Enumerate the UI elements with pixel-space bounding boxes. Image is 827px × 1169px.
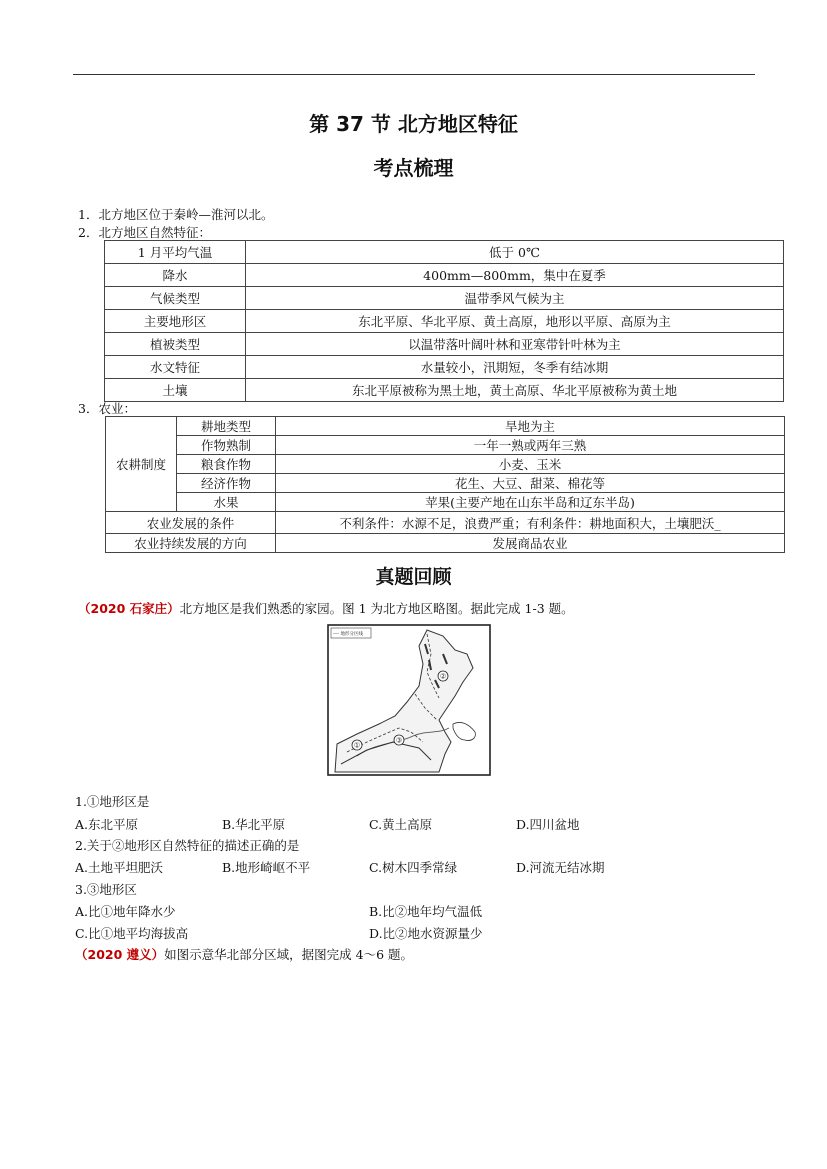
table-cell: 旱地为主	[276, 417, 785, 436]
table-cell: 温带季风气候为主	[246, 287, 784, 310]
table-cell: 农业发展的条件	[106, 512, 276, 534]
table-cell: 经济作物	[177, 474, 276, 493]
q3-option-d: D.比②地水资源量少	[369, 926, 483, 941]
q1-option-a: A.东北平原	[75, 817, 139, 832]
table-cell: 耕地类型	[177, 417, 276, 436]
header-rule	[73, 74, 755, 75]
map-label-1: ①	[353, 741, 361, 750]
table-row	[105, 241, 784, 264]
table-cell: 小麦、玉米	[276, 455, 785, 474]
table-cell: 主要地形区	[105, 310, 246, 333]
q1-stem: 1.①地形区是	[75, 794, 150, 809]
table-cell: 作物熟制	[177, 436, 276, 455]
table-cell: 低于 0℃	[246, 241, 784, 264]
table-cell: 水果	[177, 493, 276, 512]
point-1: 1．北方地区位于秦岭—淮河以北。	[78, 207, 274, 222]
table-group-cell: 农耕制度	[106, 417, 177, 512]
table-cell: 发展商品农业	[276, 534, 785, 553]
table-row	[105, 264, 784, 287]
table-row	[106, 436, 785, 455]
q1-option-d: D.四川盆地	[516, 817, 580, 832]
table-row	[106, 455, 785, 474]
review-intro-1	[78, 599, 574, 617]
map-label-3: ③	[395, 736, 403, 745]
table-row	[105, 379, 784, 402]
table-cell: 降水	[105, 264, 246, 287]
q2-stem: 2.关于②地形区自然特征的描述正确的是	[75, 838, 300, 853]
table-cell: 气候类型	[105, 287, 246, 310]
natural-features-table	[104, 240, 784, 402]
q3-option-c: C.比①地平均海拔高	[75, 926, 189, 941]
table-cell: 东北平原、华北平原、黄土高原，地形以平原、高原为主	[246, 310, 784, 333]
north-region-map	[327, 624, 491, 776]
table-row	[105, 310, 784, 333]
q2-option-a: A.土地平坦肥沃	[75, 860, 164, 875]
q1-option-c: C.黄土高原	[369, 817, 433, 832]
table-cell: 苹果(主要产地在山东半岛和辽东半岛)	[276, 493, 785, 512]
table-row	[106, 512, 785, 534]
table-cell: 400mm—800mm，集中在夏季	[246, 264, 784, 287]
table-row	[105, 287, 784, 310]
table-cell: 水文特征	[105, 356, 246, 379]
intro-text: 如图示意华北部分区域，据图完成 4～6 题。	[164, 947, 414, 962]
q2-option-c: C.树木四季常绿	[369, 860, 458, 875]
table-cell: 花生、大豆、甜菜、棉花等	[276, 474, 785, 493]
table-row	[105, 356, 784, 379]
source-tag: （2020 石家庄）	[78, 601, 180, 616]
table-cell: 以温带落叶阔叶林和亚寒带针叶林为主	[246, 333, 784, 356]
q3-stem: 3.③地形区	[75, 882, 137, 897]
table-row	[106, 417, 785, 436]
table-row	[106, 493, 785, 512]
map-label-2: ②	[439, 672, 447, 681]
source-tag: （2020 遵义）	[75, 947, 165, 962]
section-heading-review: 真题回顾	[375, 566, 452, 588]
table-row	[106, 534, 785, 553]
q3-option-b: B.比②地年均气温低	[369, 904, 483, 919]
table-cell: 土壤	[105, 379, 246, 402]
q1-option-b: B.华北平原	[222, 817, 286, 832]
review-intro-2	[75, 945, 413, 963]
point-2: 2．北方地区自然特征：	[78, 225, 211, 240]
table-cell: 不利条件：水源不足，浪费严重；有利条件：耕地面积大，土壤肥沃_	[276, 512, 785, 534]
q2-option-d: D.河流无结冰期	[516, 860, 605, 875]
agriculture-table	[105, 416, 785, 553]
table-row	[105, 333, 784, 356]
table-cell: 水量较小，汛期短，冬季有结冰期	[246, 356, 784, 379]
page-title: 第 37 节 北方地区特征	[309, 112, 518, 136]
table-cell: 植被类型	[105, 333, 246, 356]
intro-text: 北方地区是我们熟悉的家园。图 1 为北方地区略图。据此完成 1-3 题。	[179, 601, 574, 616]
table-cell: 1 月平均气温	[105, 241, 246, 264]
table-cell: 农业持续发展的方向	[106, 534, 276, 553]
table-row	[106, 474, 785, 493]
map-legend: ---- 地形分区线	[333, 632, 364, 637]
q3-option-a: A.比①地年降水少	[75, 904, 176, 919]
table-cell: 粮食作物	[177, 455, 276, 474]
q2-option-b: B.地形崎岖不平	[222, 860, 311, 875]
point-3: 3．农业：	[78, 401, 136, 416]
table-cell: 一年一熟或两年三熟	[276, 436, 785, 455]
section-heading-points: 考点梳理	[373, 156, 454, 180]
table-cell: 东北平原被称为黑土地，黄土高原、华北平原被称为黄土地	[246, 379, 784, 402]
